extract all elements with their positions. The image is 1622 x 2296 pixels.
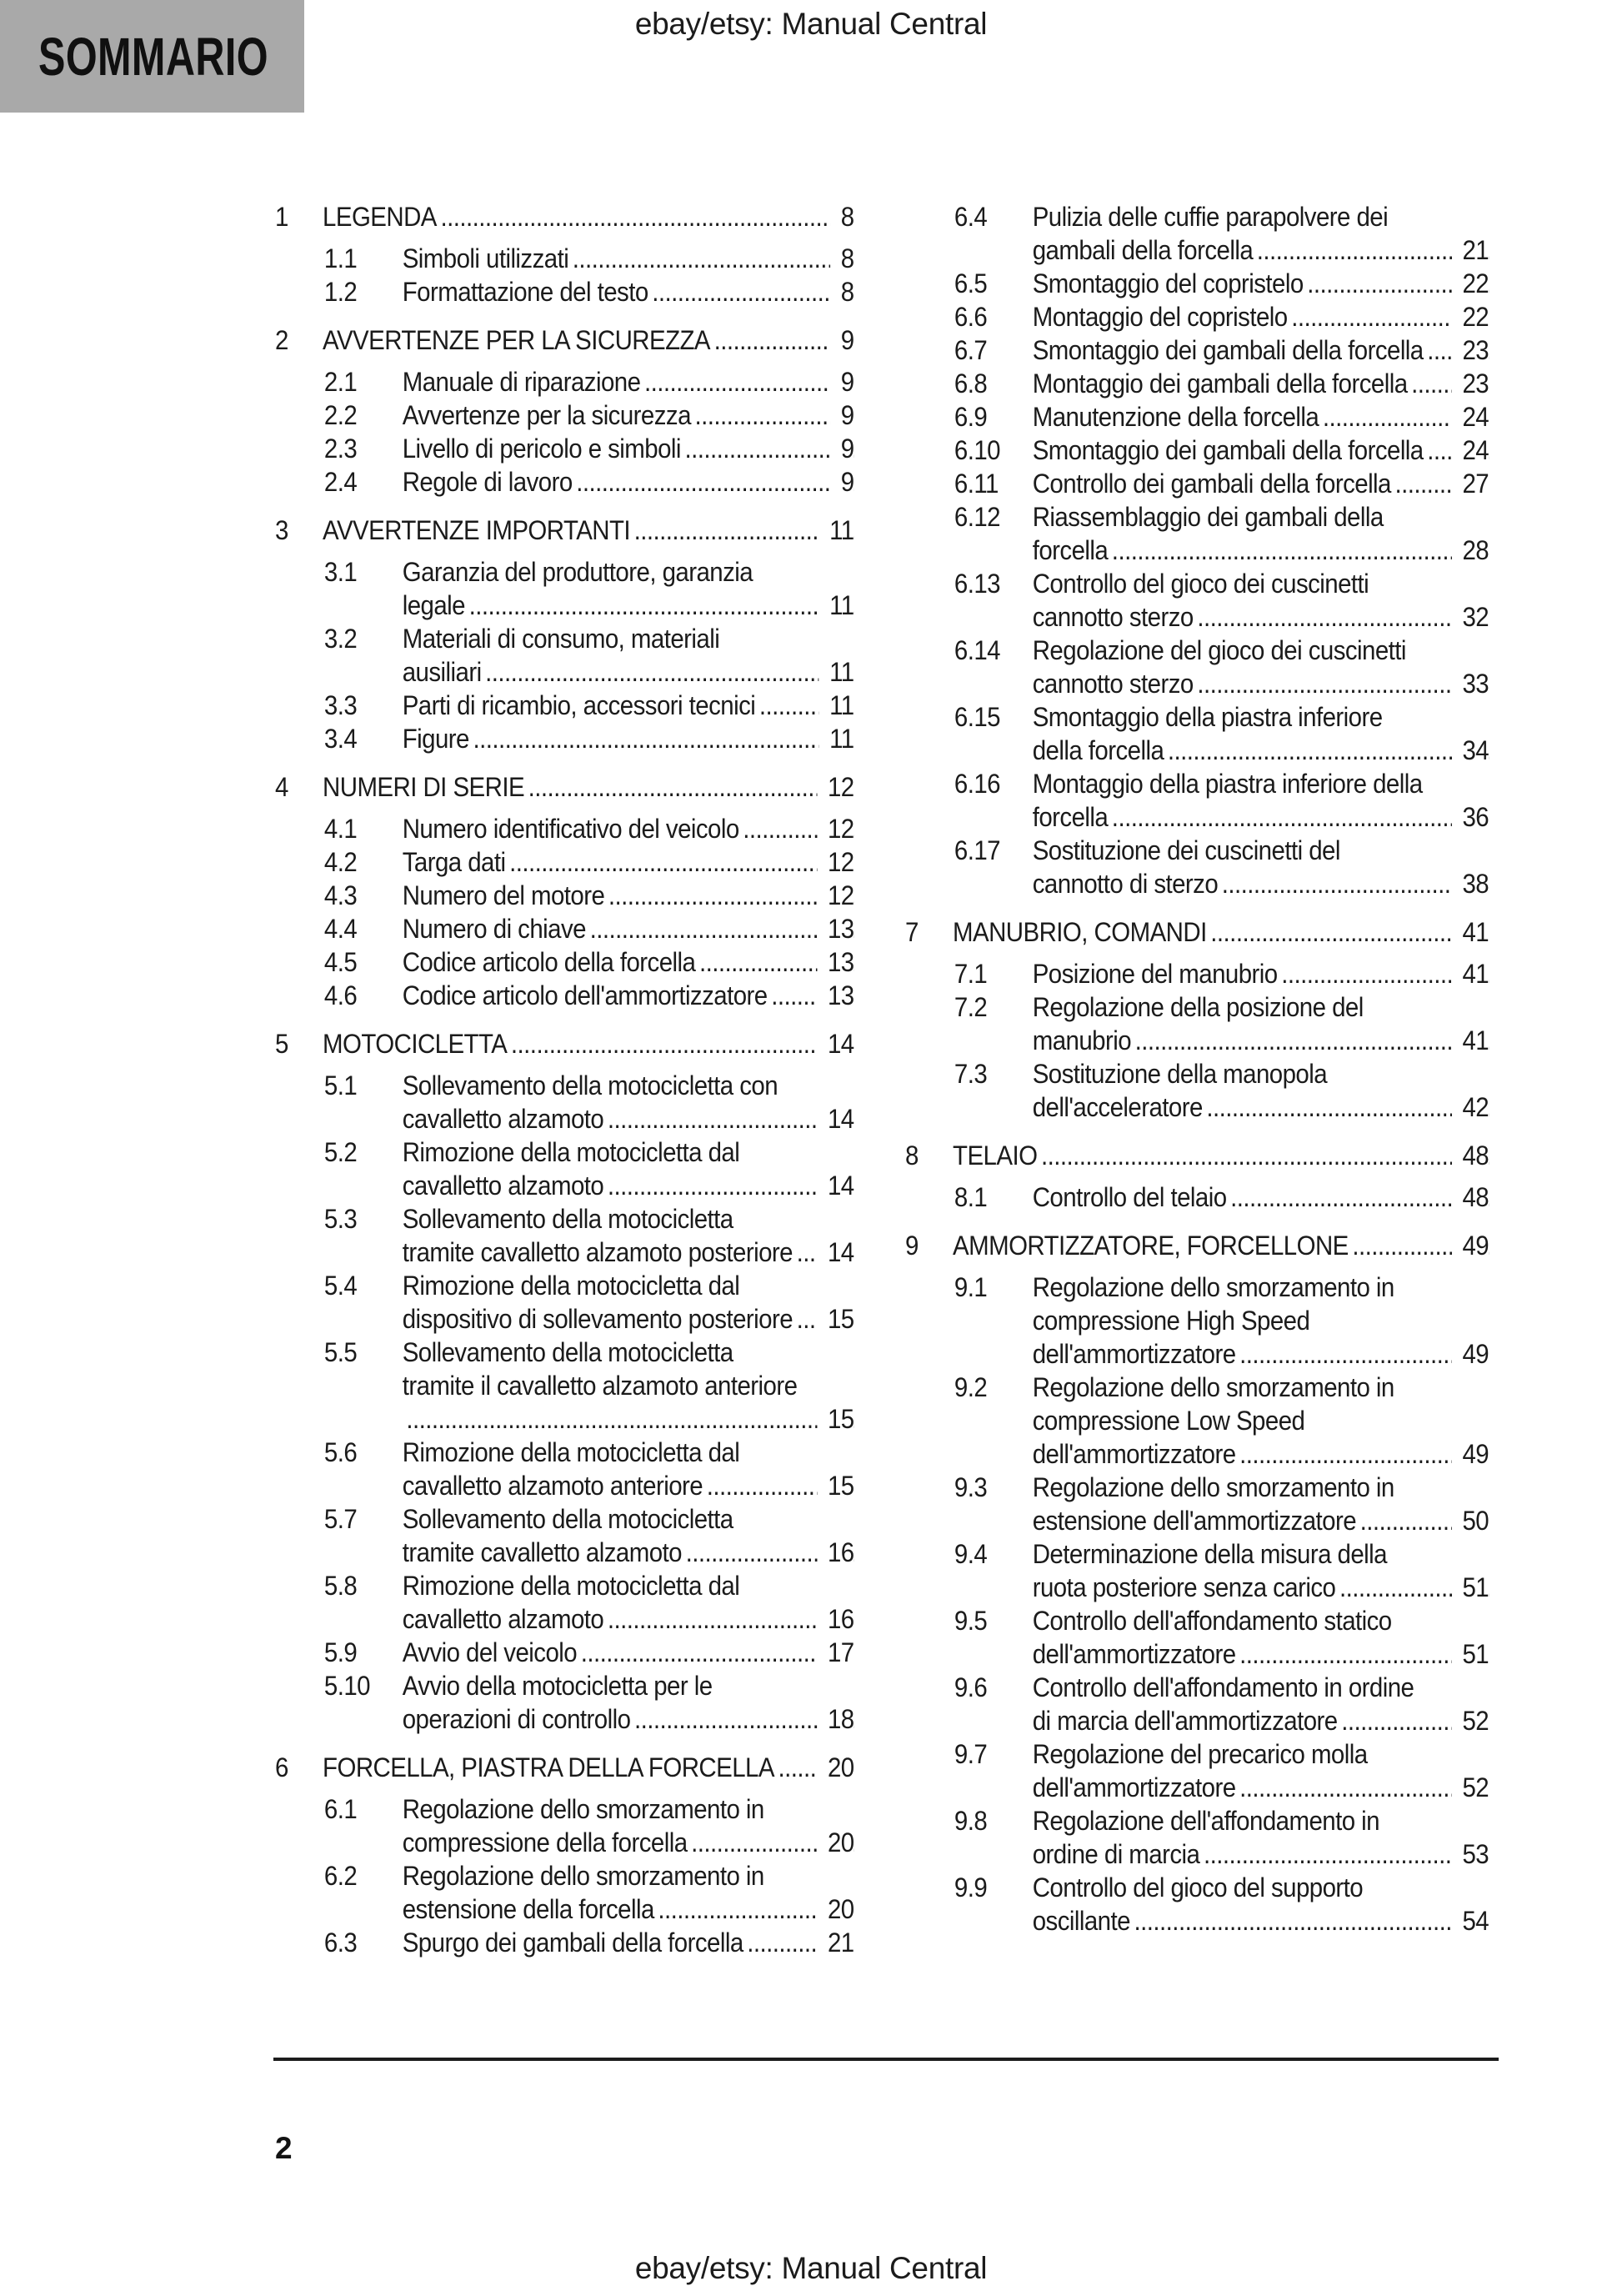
- toc-entry-number: 4.2: [323, 847, 358, 877]
- toc-entry[interactable]: [905, 1804, 1489, 1871]
- toc-entry-page: 9: [830, 323, 854, 357]
- toc-entry-title: NUMERI DI SERIE: [323, 772, 525, 802]
- toc-entry[interactable]: [275, 1792, 854, 1859]
- toc-entry-number: 5.7: [323, 1504, 358, 1534]
- page-number: 2: [275, 2131, 293, 2165]
- toc-entry-title: Codice articolo della forcella: [402, 947, 696, 977]
- toc-entry-page: 33: [1452, 667, 1489, 700]
- toc-entry-title: Regolazione dello smorzamento in compressione High Speed dell'ammortizzatore: [1032, 1272, 1394, 1369]
- toc-entry-title: Smontaggio della piastra inferiore della forcella: [1032, 702, 1383, 765]
- toc-entry-page: 52: [1452, 1704, 1489, 1737]
- footer-title: ebay/etsy: Manual Central: [634, 2251, 988, 2285]
- toc-entry-title: Codice articolo dell'ammortizzatore: [402, 980, 768, 1010]
- toc-entry-number: 7.3: [954, 1059, 988, 1089]
- toc-entry-number: 8.1: [954, 1182, 988, 1212]
- toc-entry-title: Numero del motore: [402, 880, 605, 910]
- toc-entry[interactable]: [275, 689, 854, 722]
- toc-entry-number: 9.8: [954, 1806, 988, 1836]
- toc-entry[interactable]: [905, 1271, 1489, 1371]
- toc-entry-title: Sollevamento della motocicletta tramite il cavalletto alzamoto anteriore: [402, 1337, 798, 1401]
- toc-entry-number: 6.8: [954, 368, 988, 399]
- toc-entry-number: 9.3: [954, 1472, 988, 1502]
- toc-entry-page: 15: [817, 1302, 854, 1336]
- toc-entry[interactable]: [275, 275, 854, 308]
- toc-entry-title: Smontaggio dei gambali della forcella: [1032, 335, 1424, 365]
- toc-entry-page: 24: [1452, 434, 1489, 467]
- toc-entry-number: 6.12: [954, 502, 1000, 532]
- toc-entry[interactable]: [275, 323, 854, 357]
- toc-entry-title: Posizione del manubrio: [1032, 959, 1278, 989]
- toc-entry-title: Regolazione del precarico molla dell'ammortizzatore: [1032, 1739, 1368, 1802]
- toc-entry-number: 5.3: [323, 1204, 358, 1234]
- toc-entry-number: 3.4: [323, 724, 358, 754]
- toc-entry-number: 3.3: [323, 690, 358, 720]
- toc-entry-page: 11: [819, 689, 854, 722]
- toc-entry[interactable]: [275, 1202, 854, 1269]
- toc-entry-page: 48: [1452, 1139, 1489, 1172]
- toc-entry-number: 6.17: [954, 835, 1000, 865]
- toc-entry-number: 6.4: [954, 202, 988, 232]
- toc-entry-title: Manuale di riparazione: [402, 367, 641, 397]
- toc-entry[interactable]: [275, 465, 854, 499]
- toc-entry-title: Smontaggio dei gambali della forcella: [1032, 435, 1424, 465]
- toc-entry-title: AVVERTENZE IMPORTANTI: [323, 515, 631, 545]
- toc-entry-title: Avvertenze per la sicurezza: [402, 400, 691, 430]
- toc-entry-number: 4.4: [323, 914, 358, 944]
- toc-entry-number: 7.2: [954, 992, 988, 1022]
- toc-entry[interactable]: [905, 367, 1489, 400]
- toc-entry-page: 21: [817, 1926, 854, 1959]
- toc-entry-page: 22: [1452, 300, 1489, 333]
- toc-entry-title: Controllo dell'affondamento in ordine di marcia dell'ammortizzatore: [1032, 1672, 1414, 1736]
- toc-entry-number: 9.2: [954, 1372, 988, 1402]
- toc-entry[interactable]: [905, 333, 1489, 367]
- toc-entry-title: Sollevamento della motocicletta con cavalletto alzamoto: [402, 1070, 778, 1134]
- toc-entry-page: 14: [817, 1102, 854, 1135]
- toc-entry-number: 4.6: [323, 980, 358, 1010]
- toc-entry-number: 9.7: [954, 1739, 988, 1769]
- toc-entry-title: Avvio della motocicletta per le operazioni di controllo: [402, 1671, 713, 1734]
- toc-entry-number: 5.8: [323, 1571, 358, 1601]
- toc-entry-page: 34: [1452, 734, 1489, 767]
- toc-entry-page: 9: [830, 399, 854, 432]
- toc-entry-page: 41: [1452, 957, 1489, 990]
- toc-entry-title: Regolazione dello smorzamento in compressione della forcella: [402, 1794, 764, 1857]
- toc-entry-page: 41: [1452, 1024, 1489, 1057]
- toc-entry-title: Sostituzione dei cuscinetti del cannotto di sterzo: [1032, 835, 1340, 899]
- toc-entry-number: 6.10: [954, 435, 1000, 465]
- toc-entry[interactable]: [905, 200, 1489, 267]
- toc-entry-number: 1.2: [323, 277, 358, 307]
- toc-entry-page: 17: [817, 1636, 854, 1669]
- toc-entry-title: Livello di pericolo e simboli: [402, 434, 681, 464]
- toc-entry-page: 15: [817, 1469, 854, 1502]
- toc-entry[interactable]: [905, 1671, 1489, 1737]
- toc-entry[interactable]: [905, 300, 1489, 333]
- toc-entry[interactable]: [275, 1669, 854, 1736]
- toc-entry-number: 9.9: [954, 1872, 988, 1902]
- toc-entry-title: Controllo dei gambali della forcella: [1032, 469, 1391, 499]
- toc-entry-title: MANUBRIO, COMANDI: [953, 917, 1207, 947]
- toc-entry-page: 49: [1452, 1437, 1489, 1471]
- toc-entry[interactable]: [905, 1737, 1489, 1804]
- toc-entry-title: Rimozione della motocicletta dal cavalletto alzamoto: [402, 1571, 740, 1634]
- toc-entry-title: Sostituzione della manopola dell'acceleratore: [1032, 1059, 1328, 1122]
- toc-entry[interactable]: [275, 1269, 854, 1336]
- toc-entry-number: 5.1: [323, 1070, 358, 1100]
- toc-entry[interactable]: [905, 567, 1489, 634]
- toc-entry-title: Controllo del gioco dei cuscinetti cannotto sterzo: [1032, 569, 1369, 632]
- toc-entry-page: 8: [830, 275, 854, 308]
- toc-entry[interactable]: [275, 1436, 854, 1502]
- toc-entry-title: Regolazione dello smorzamento in estensione della forcella: [402, 1861, 764, 1924]
- toc-entry-number: 2.3: [323, 434, 358, 464]
- toc-entry[interactable]: [905, 400, 1489, 434]
- toc-entry[interactable]: [275, 979, 854, 1012]
- toc-entry-page: 9: [830, 432, 854, 465]
- toc-entry-number: 6.3: [323, 1928, 358, 1958]
- toc-entry-page: 12: [817, 879, 854, 912]
- toc-entry-page: 27: [1452, 467, 1489, 500]
- toc-entry-page: 18: [817, 1702, 854, 1736]
- page-title: SOMMARIO: [38, 26, 268, 87]
- toc-entry-number: 6.6: [954, 302, 988, 332]
- toc-entry[interactable]: [275, 1636, 854, 1669]
- toc-entry-title: Smontaggio del copristelo: [1032, 268, 1304, 298]
- toc-entry-title: AVVERTENZE PER LA SICUREZZA: [323, 325, 711, 355]
- toc-entry[interactable]: [275, 1069, 854, 1135]
- toc-entry-page: 13: [817, 945, 854, 979]
- toc-entry[interactable]: [905, 1871, 1489, 1938]
- toc-entry[interactable]: [275, 945, 854, 979]
- toc-entry[interactable]: [905, 1537, 1489, 1604]
- toc-entry-title: Regolazione del gioco dei cuscinetti cannotto sterzo: [1032, 635, 1406, 699]
- toc-entry-number: 3.1: [323, 557, 358, 587]
- toc-entry-page: 54: [1452, 1904, 1489, 1938]
- toc-entry-page: 20: [817, 1826, 854, 1859]
- toc-entry-number: 7.1: [954, 959, 988, 989]
- toc-entry-number: 2.2: [323, 400, 358, 430]
- toc-entry[interactable]: [905, 1604, 1489, 1671]
- toc-entry-number: 6.16: [954, 769, 1000, 799]
- toc-entry-number: 5: [275, 1029, 288, 1059]
- toc-entry[interactable]: [275, 1859, 854, 1926]
- toc-column-right: [905, 200, 1489, 1938]
- toc-entry-title: Pulizia delle cuffie parapolvere dei gambali della forcella: [1032, 202, 1389, 265]
- toc-entry-title: Parti di ricambio, accessori tecnici: [402, 690, 756, 720]
- toc-entry-title: Avvio del veicolo: [402, 1637, 578, 1667]
- toc-entry-number: 6.5: [954, 268, 988, 298]
- toc-entry-number: 9.4: [954, 1539, 988, 1569]
- toc-entry-title: Materiali di consumo, materiali ausiliari: [402, 624, 720, 687]
- toc-entry-title: Regolazione dell'affondamento in ordine di marcia: [1032, 1806, 1379, 1869]
- toc-entry-page: 48: [1452, 1181, 1489, 1214]
- toc-entry-number: 6: [275, 1752, 288, 1782]
- toc-entry[interactable]: [275, 555, 854, 622]
- toc-entry[interactable]: [905, 1181, 1489, 1214]
- toc-entry-page: 20: [817, 1751, 854, 1784]
- toc-entry-number: 5.2: [323, 1137, 358, 1167]
- toc-entry-page: 13: [817, 912, 854, 945]
- toc-entry-page: 51: [1452, 1571, 1489, 1604]
- toc-entry-number: 9.1: [954, 1272, 988, 1302]
- toc-entry-number: 5.5: [323, 1337, 358, 1367]
- toc-entry-number: 1: [275, 202, 288, 232]
- toc-entry-page: 12: [817, 812, 854, 845]
- toc-entry[interactable]: [275, 622, 854, 689]
- toc-entry-title: Targa dati: [402, 847, 506, 877]
- toc-entry-page: 16: [817, 1536, 854, 1569]
- toc-entry-number: 5.9: [323, 1637, 358, 1667]
- toc-entry-page: 28: [1452, 534, 1489, 567]
- toc-entry-page: 11: [819, 514, 854, 547]
- toc-entry-page: 12: [817, 770, 854, 804]
- toc-entry-page: 20: [817, 1892, 854, 1926]
- toc-entry[interactable]: [275, 722, 854, 755]
- toc-entry-number: 2.4: [323, 467, 358, 497]
- toc-entry[interactable]: [905, 957, 1489, 990]
- toc-entry-page: 8: [830, 242, 854, 275]
- toc-entry-page: 52: [1452, 1771, 1489, 1804]
- toc-entry-title: Manutenzione della forcella: [1032, 402, 1319, 432]
- toc-entry[interactable]: [905, 1229, 1489, 1262]
- toc-entry-page: 36: [1452, 800, 1489, 834]
- toc-entry-page: 24: [1452, 400, 1489, 434]
- toc-entry-number: 6.7: [954, 335, 988, 365]
- toc-entry-number: 9.5: [954, 1606, 988, 1636]
- toc-entry-number: 5.6: [323, 1437, 358, 1467]
- toc-entry[interactable]: [275, 845, 854, 879]
- toc-entry-number: 6.15: [954, 702, 1000, 732]
- toc-entry[interactable]: [275, 1926, 854, 1959]
- footer-divider: [273, 2058, 1499, 2061]
- toc-entry-page: 15: [817, 1402, 854, 1436]
- toc-entry[interactable]: [905, 767, 1489, 834]
- toc-entry[interactable]: [905, 634, 1489, 700]
- toc-entry-page: 38: [1452, 867, 1489, 900]
- toc-entry-number: 5.10: [323, 1671, 370, 1701]
- toc-entry-number: 3: [275, 515, 288, 545]
- toc-entry-page: 42: [1452, 1090, 1489, 1124]
- toc-entry-title: Garanzia del produttore, garanzia legale: [402, 557, 753, 620]
- toc-entry-title: Determinazione della misura della ruota posteriore senza carico: [1032, 1539, 1387, 1602]
- toc-entry[interactable]: [275, 365, 854, 399]
- toc-entry-title: Regolazione dello smorzamento in compressione Low Speed dell'ammortizzatore: [1032, 1372, 1394, 1469]
- toc-entry-number: 6.11: [954, 469, 999, 499]
- toc-entry[interactable]: [275, 1027, 854, 1060]
- toc-entry[interactable]: [905, 990, 1489, 1057]
- toc-entry-number: 6.1: [323, 1794, 358, 1824]
- toc-entry-page: 21: [1452, 233, 1489, 267]
- toc-entry-title: Formattazione del testo: [402, 277, 648, 307]
- toc-entry[interactable]: [905, 915, 1489, 949]
- toc-entry-number: 6.13: [954, 569, 1000, 599]
- toc-entry-page: 23: [1452, 333, 1489, 367]
- toc-entry[interactable]: [275, 432, 854, 465]
- toc-entry[interactable]: [905, 1139, 1489, 1172]
- toc-entry-page: 11: [819, 589, 854, 622]
- toc-entry-number: 3.2: [323, 624, 358, 654]
- toc-entry-title: Sollevamento della motocicletta tramite cavalletto alzamoto posteriore: [402, 1204, 793, 1267]
- toc-entry[interactable]: [275, 399, 854, 432]
- toc-entry-page: 12: [817, 845, 854, 879]
- toc-entry[interactable]: [275, 1502, 854, 1569]
- toc-entry-number: 4.3: [323, 880, 358, 910]
- toc-entry[interactable]: [275, 770, 854, 804]
- toc-entry-title: MOTOCICLETTA: [323, 1029, 508, 1059]
- toc-entry-page: 9: [830, 465, 854, 499]
- toc-entry-page: 13: [817, 979, 854, 1012]
- toc-entry-page: 11: [819, 655, 854, 689]
- toc-entry-number: 6.9: [954, 402, 988, 432]
- toc-entry-page: 22: [1452, 267, 1489, 300]
- toc-entry-page: 51: [1452, 1637, 1489, 1671]
- toc-entry[interactable]: [275, 1135, 854, 1202]
- toc-entry-page: 16: [817, 1602, 854, 1636]
- toc-entry-page: 8: [830, 200, 854, 233]
- toc-entry-title: Regole di lavoro: [402, 467, 573, 497]
- toc-entry-number: 2.1: [323, 367, 358, 397]
- toc-entry-number: 7: [905, 917, 919, 947]
- toc-entry-page: 32: [1452, 600, 1489, 634]
- toc-entry-page: 53: [1452, 1837, 1489, 1871]
- toc-entry-title: Numero di chiave: [402, 914, 586, 944]
- toc-entry-title: Regolazione dello smorzamento in estensione dell'ammortizzatore: [1032, 1472, 1394, 1536]
- toc-entry-title: Sollevamento della motocicletta tramite cavalletto alzamoto: [402, 1504, 733, 1567]
- header-title: ebay/etsy: Manual Central: [634, 7, 988, 41]
- toc-entry-page: 50: [1452, 1504, 1489, 1537]
- toc-entry[interactable]: [275, 912, 854, 945]
- toc-entry-title: Montaggio dei gambali della forcella: [1032, 368, 1408, 399]
- toc-entry-title: FORCELLA, PIASTRA DELLA FORCELLA: [323, 1752, 774, 1782]
- toc-entry-number: 4.1: [323, 814, 358, 844]
- toc-entry[interactable]: [905, 834, 1489, 900]
- toc-entry[interactable]: [275, 812, 854, 845]
- toc-entry-title: TELAIO: [953, 1140, 1038, 1171]
- toc-entry-title: Controllo dell'affondamento statico dell'ammortizzatore: [1032, 1606, 1392, 1669]
- toc-entry-title: Riassemblaggio dei gambali della forcella: [1032, 502, 1384, 565]
- toc-entry-number: 9: [905, 1231, 919, 1261]
- toc-entry[interactable]: [275, 514, 854, 547]
- toc-entry-number: 9.6: [954, 1672, 988, 1702]
- toc-entry[interactable]: [275, 1336, 854, 1436]
- toc-entry-title: Regolazione della posizione del manubrio: [1032, 992, 1364, 1055]
- toc-entry-number: 4.5: [323, 947, 358, 977]
- toc-entry-page: 14: [817, 1236, 854, 1269]
- toc-entry-number: 6.2: [323, 1861, 358, 1891]
- toc-entry-page: 11: [819, 722, 854, 755]
- toc-entry[interactable]: [905, 467, 1489, 500]
- toc-entry-title: Figure: [402, 724, 469, 754]
- toc-entry-page: 14: [817, 1027, 854, 1060]
- toc-entry-title: Controllo del gioco del supporto oscillante: [1032, 1872, 1364, 1936]
- toc-entry[interactable]: [275, 242, 854, 275]
- toc-entry-page: 49: [1452, 1229, 1489, 1262]
- toc-entry[interactable]: [275, 200, 854, 233]
- toc-entry-number: 6.14: [954, 635, 1000, 665]
- toc-entry-page: 23: [1452, 367, 1489, 400]
- toc-entry-title: LEGENDA: [323, 202, 437, 232]
- toc-entry-number: 1.1: [323, 243, 358, 273]
- toc-entry-title: Rimozione della motocicletta dal dispositivo di sollevamento posteriore: [402, 1271, 793, 1334]
- toc-entry-page: 14: [817, 1169, 854, 1202]
- toc-entry[interactable]: [905, 1471, 1489, 1537]
- toc-entry[interactable]: [905, 700, 1489, 767]
- toc-entry-number: 2: [275, 325, 288, 355]
- toc-entry[interactable]: [275, 1751, 854, 1784]
- toc-entry-title: Rimozione della motocicletta dal cavalletto alzamoto anteriore: [402, 1437, 740, 1501]
- toc-entry[interactable]: [905, 434, 1489, 467]
- toc-entry[interactable]: [275, 1569, 854, 1636]
- toc-entry[interactable]: [905, 500, 1489, 567]
- toc-entry-title: Spurgo dei gambali della forcella: [402, 1928, 743, 1958]
- toc-entry[interactable]: [905, 1057, 1489, 1124]
- toc-entry-title: Controllo del telaio: [1032, 1182, 1227, 1212]
- toc-entry-title: Simboli utilizzati: [402, 243, 569, 273]
- toc-entry-title: AMMORTIZZATORE, FORCELLONE: [953, 1231, 1349, 1261]
- toc-entry-page: 41: [1452, 915, 1489, 949]
- toc-entry-page: 49: [1452, 1337, 1489, 1371]
- toc-entry[interactable]: [275, 879, 854, 912]
- toc-entry-number: 4: [275, 772, 288, 802]
- toc-entry[interactable]: [905, 1371, 1489, 1471]
- toc-entry-page: 9: [830, 365, 854, 399]
- toc-entry-title: Montaggio del copristelo: [1032, 302, 1288, 332]
- toc-entry-title: Numero identificativo del veicolo: [402, 814, 739, 844]
- toc-entry[interactable]: [905, 267, 1489, 300]
- toc-column-left: [275, 200, 854, 1959]
- toc-entry-title: Rimozione della motocicletta dal cavalletto alzamoto: [402, 1137, 740, 1201]
- toc-entry-number: 8: [905, 1140, 919, 1171]
- toc-entry-title: Montaggio della piastra inferiore della forcella: [1032, 769, 1423, 832]
- toc-entry-number: 5.4: [323, 1271, 358, 1301]
